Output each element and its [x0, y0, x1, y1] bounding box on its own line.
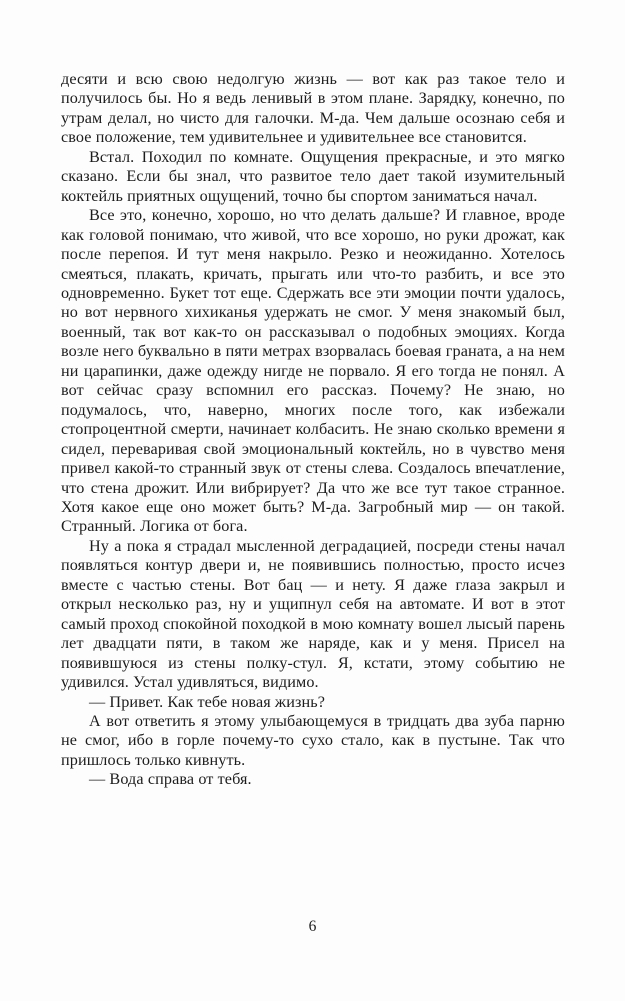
- dialogue-line: — Вода справа от тебя.: [89, 770, 252, 789]
- paragraph: Ну а пока я страдал мысленной деградацией, посреди стены начал появляться контур двери и, не появившись полностью, просто исчез вместе с частью стены. Вот бац — и нету. Я даже глаза закрыл и открыл несколько раз, ну и ущипнул себя на автомате. И вот в этот самый проход спокойной походкой в мою комнату вошел лысый парень лет двадцати пяти, в таком же наряде, как и у меня. Присел на появившуюся из стены полку-стул. Я, кстати, этому событию не удивился. Устал удивляться, видимо.: [61, 536, 565, 692]
- paragraph: А вот ответить я этому улыбающемуся в тридцать два зуба парню не смог, ибо в горле почему-то сухо стало, как в пустыне. Так что пришлось только кивнуть.: [61, 711, 565, 769]
- paragraph: Встал. Походил по комнате. Ощущения прекрасные, и это мягко сказано. Если бы знал, что развитое тело дает такой изумительный коктейль приятных ощущений, точно бы спортом заниматься начал.: [61, 147, 565, 205]
- body-text: [61, 70, 565, 790]
- paragraph: десяти и всю свою недолгую жизнь — вот как раз такое тело и получилось бы. Но я ведь ленивый в этом плане. Зарядку, конечно, по утрам делал, но чисто для галочки. М-да. Чем дальше осознаю себя и свое положение, тем удивительнее и удивительнее все становится.: [61, 70, 565, 147]
- paragraph: Все это, конечно, хорошо, но что делать дальше? И главное, вроде как головой понимаю, что живой, что все хорошо, но руки дрожат, как после перепоя. И тут меня накрыло. Резко и неожиданно. Хотелось смеяться, плакать, кричать, прыгать или что-то разбить, и все это одновременно. Букет тот еще. Сдержать все эти эмоции почти удалось, но вот нервного хихиканья удержать не смог. У меня знакомый был, военный, так вот как-то он рассказывал о подобных эмоциях. Когда возле него буквально в пяти метрах взорвалась боевая граната, а на нем ни царапинки, даже одежду нигде не порвало. Я его тогда не понял. А вот сейчас сразу вспомнил его рассказ. Почему? Не знаю, но подумалось, что, наверно, многих после того, как избежали стопроцентной смерти, начинает колбасить. Не знаю сколько времени я сидел, переваривая свой эмоциональный коктейль, но в чувство меня привел какой-то странный звук от стены слева. Создалось впечатление, что стена дрожит. Или вибрирует? Да что же все тут такое странное. Хотя какое еще оно может быть? М-да. Загробный мир — он такой. Странный. Логика от бога.: [61, 206, 565, 536]
- dialogue-line: — Привет. Как тебе новая жизнь?: [89, 692, 325, 711]
- page-number: 6: [308, 918, 317, 935]
